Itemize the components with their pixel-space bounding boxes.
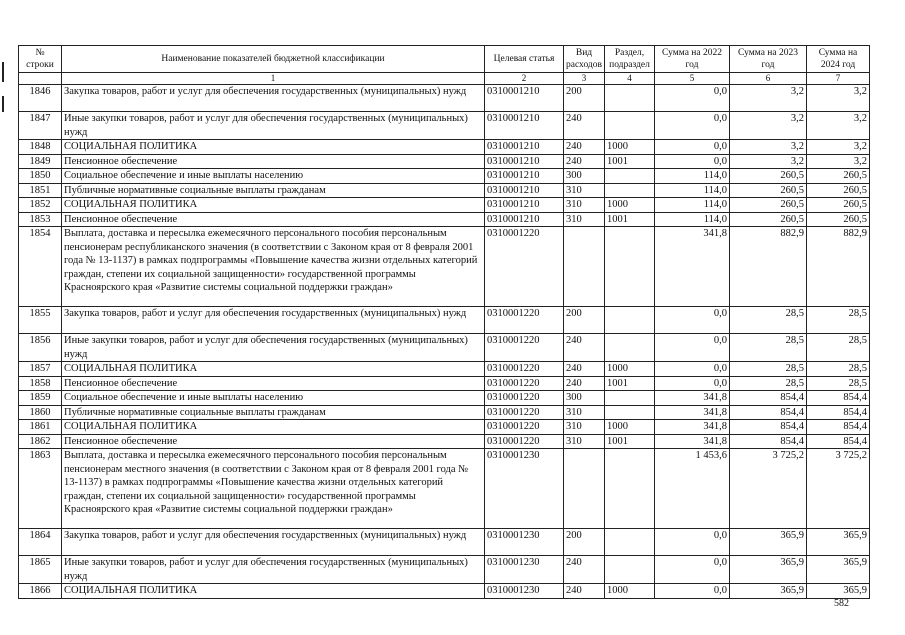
section-cell: 1001 xyxy=(605,212,655,227)
sum-2024-cell: 260,5 xyxy=(807,183,870,198)
section-cell xyxy=(605,529,655,556)
sum-2022-cell: 0,0 xyxy=(655,154,730,169)
sum-2023-cell: 854,4 xyxy=(730,420,807,435)
table-row xyxy=(19,449,870,529)
table-row xyxy=(19,334,870,362)
indicator-name-cell: СОЦИАЛЬНАЯ ПОЛИТИКА xyxy=(62,140,485,155)
sum-2024-cell: 854,4 xyxy=(807,420,870,435)
row-number-cell: 1847 xyxy=(19,112,62,140)
table-row xyxy=(19,112,870,140)
sum-2022-cell: 0,0 xyxy=(655,362,730,377)
indicator-name-cell: СОЦИАЛЬНАЯ ПОЛИТИКА xyxy=(62,420,485,435)
sum-2023-cell: 260,5 xyxy=(730,183,807,198)
column-number: 6 xyxy=(730,73,807,85)
expense-type-cell: 200 xyxy=(564,85,605,112)
row-number-cell: 1848 xyxy=(19,140,62,155)
expense-type-cell: 200 xyxy=(564,307,605,334)
header-sum-2024: Сумма на 2024 год xyxy=(807,46,870,73)
row-number-cell: 1850 xyxy=(19,169,62,184)
section-cell xyxy=(605,405,655,420)
table-row xyxy=(19,227,870,307)
row-number-cell: 1853 xyxy=(19,212,62,227)
indicator-name-cell: Выплата, доставка и пересылка ежемесячного персонального пособия персональным пенсионерам местного значения (в соответствии с Законом края от 8 февраля 2001 года № 13-1137) в рамках подпрограммы «Повышение качества жизни отдельных категорий граждан, степени их социальной защищенности» государственной программы Красноярского края «Развитие системы социальной поддержки граждан» xyxy=(62,449,485,529)
header-sum-2022: Сумма на 2022 год xyxy=(655,46,730,73)
target-article-cell: 0310001220 xyxy=(485,227,564,307)
table-row xyxy=(19,584,870,599)
sum-2023-cell: 28,5 xyxy=(730,362,807,377)
sum-2023-cell: 854,4 xyxy=(730,405,807,420)
sum-2024-cell: 3,2 xyxy=(807,140,870,155)
sum-2022-cell: 341,8 xyxy=(655,420,730,435)
target-article-cell: 0310001210 xyxy=(485,140,564,155)
section-cell: 1000 xyxy=(605,140,655,155)
target-article-cell: 0310001220 xyxy=(485,307,564,334)
row-number-cell: 1866 xyxy=(19,584,62,599)
section-cell xyxy=(605,449,655,529)
section-cell: 1001 xyxy=(605,434,655,449)
table-row xyxy=(19,154,870,169)
table-row xyxy=(19,434,870,449)
indicator-name-cell: СОЦИАЛЬНАЯ ПОЛИТИКА xyxy=(62,198,485,213)
sum-2022-cell: 0,0 xyxy=(655,307,730,334)
sum-2022-cell: 1 453,6 xyxy=(655,449,730,529)
sum-2022-cell: 0,0 xyxy=(655,376,730,391)
sum-2022-cell: 0,0 xyxy=(655,584,730,599)
indicator-name-cell: Закупка товаров, работ и услуг для обеспечения государственных (муниципальных) нужд xyxy=(62,307,485,334)
sum-2024-cell: 260,5 xyxy=(807,212,870,227)
indicator-name-cell: СОЦИАЛЬНАЯ ПОЛИТИКА xyxy=(62,584,485,599)
sum-2024-cell: 854,4 xyxy=(807,405,870,420)
target-article-cell: 0310001220 xyxy=(485,420,564,435)
column-number: 1 xyxy=(62,73,485,85)
sum-2024-cell: 28,5 xyxy=(807,334,870,362)
column-number: 5 xyxy=(655,73,730,85)
row-number-cell: 1865 xyxy=(19,556,62,584)
indicator-name-cell: Публичные нормативные социальные выплаты гражданам xyxy=(62,183,485,198)
sum-2024-cell: 365,9 xyxy=(807,584,870,599)
target-article-cell: 0310001210 xyxy=(485,112,564,140)
expense-type-cell: 200 xyxy=(564,529,605,556)
expense-type-cell: 310 xyxy=(564,183,605,198)
header-indicator-name: Наименование показателей бюджетной классификации xyxy=(62,46,485,73)
sum-2023-cell: 854,4 xyxy=(730,434,807,449)
target-article-cell: 0310001220 xyxy=(485,334,564,362)
expense-type-cell: 240 xyxy=(564,334,605,362)
expense-type-cell: 310 xyxy=(564,420,605,435)
sum-2024-cell: 28,5 xyxy=(807,362,870,377)
expense-type-cell: 300 xyxy=(564,169,605,184)
section-cell xyxy=(605,169,655,184)
sum-2023-cell: 28,5 xyxy=(730,376,807,391)
sum-2022-cell: 0,0 xyxy=(655,112,730,140)
expense-type-cell: 310 xyxy=(564,405,605,420)
row-number-cell: 1861 xyxy=(19,420,62,435)
target-article-cell: 0310001220 xyxy=(485,362,564,377)
row-number-cell: 1856 xyxy=(19,334,62,362)
expense-type-cell: 240 xyxy=(564,112,605,140)
target-article-cell: 0310001210 xyxy=(485,169,564,184)
section-cell: 1001 xyxy=(605,376,655,391)
row-number-cell: 1846 xyxy=(19,85,62,112)
target-article-cell: 0310001220 xyxy=(485,434,564,449)
sum-2024-cell: 3,2 xyxy=(807,85,870,112)
scan-edge-mark xyxy=(2,62,4,82)
sum-2024-cell: 365,9 xyxy=(807,529,870,556)
sum-2023-cell: 882,9 xyxy=(730,227,807,307)
row-number-cell: 1852 xyxy=(19,198,62,213)
sum-2024-cell: 3 725,2 xyxy=(807,449,870,529)
section-cell xyxy=(605,556,655,584)
section-cell xyxy=(605,307,655,334)
indicator-name-cell: Иные закупки товаров, работ и услуг для обеспечения государственных (муниципальных) нужд xyxy=(62,556,485,584)
indicator-name-cell: Социальное обеспечение и иные выплаты населению xyxy=(62,169,485,184)
table-row xyxy=(19,140,870,155)
table-header-row xyxy=(19,46,870,73)
section-cell xyxy=(605,334,655,362)
target-article-cell: 0310001210 xyxy=(485,212,564,227)
target-article-cell: 0310001220 xyxy=(485,391,564,406)
section-cell: 1001 xyxy=(605,154,655,169)
target-article-cell: 0310001210 xyxy=(485,183,564,198)
header-section: Раздел, подраздел xyxy=(605,46,655,73)
target-article-cell: 0310001210 xyxy=(485,198,564,213)
column-number xyxy=(19,73,62,85)
sum-2023-cell: 365,9 xyxy=(730,529,807,556)
target-article-cell: 0310001220 xyxy=(485,405,564,420)
sum-2024-cell: 882,9 xyxy=(807,227,870,307)
target-article-cell: 0310001230 xyxy=(485,449,564,529)
sum-2023-cell: 3,2 xyxy=(730,140,807,155)
expense-type-cell: 310 xyxy=(564,212,605,227)
section-cell xyxy=(605,391,655,406)
table-row xyxy=(19,556,870,584)
header-sum-2023: Сумма на 2023 год xyxy=(730,46,807,73)
sum-2024-cell: 3,2 xyxy=(807,112,870,140)
sum-2022-cell: 341,8 xyxy=(655,391,730,406)
target-article-cell: 0310001210 xyxy=(485,85,564,112)
sum-2024-cell: 854,4 xyxy=(807,391,870,406)
header-row-number: № строки xyxy=(19,46,62,73)
expense-type-cell xyxy=(564,227,605,307)
table-row xyxy=(19,420,870,435)
indicator-name-cell: Публичные нормативные социальные выплаты гражданам xyxy=(62,405,485,420)
table-row xyxy=(19,212,870,227)
indicator-name-cell: Закупка товаров, работ и услуг для обеспечения государственных (муниципальных) нужд xyxy=(62,529,485,556)
target-article-cell: 0310001210 xyxy=(485,154,564,169)
indicator-name-cell: Выплата, доставка и пересылка ежемесячного персонального пособия персональным пенсионерам республиканского значения (в соответствии с Законом края от 8 февраля 2001 года № 13-1137) в рамках подпрограммы «Повышение качества жизни отдельных категорий граждан, степени их социальной защищенности» государственной программы Красноярского края «Развитие системы социальной поддержки граждан» xyxy=(62,227,485,307)
sum-2022-cell: 0,0 xyxy=(655,140,730,155)
sum-2022-cell: 0,0 xyxy=(655,85,730,112)
table-row xyxy=(19,405,870,420)
section-cell: 1000 xyxy=(605,362,655,377)
table-row xyxy=(19,183,870,198)
column-number: 4 xyxy=(605,73,655,85)
row-number-cell: 1857 xyxy=(19,362,62,377)
row-number-cell: 1849 xyxy=(19,154,62,169)
table-row xyxy=(19,307,870,334)
sum-2022-cell: 114,0 xyxy=(655,198,730,213)
table-row xyxy=(19,391,870,406)
table-row xyxy=(19,169,870,184)
indicator-name-cell: Пенсионное обеспечение xyxy=(62,434,485,449)
sum-2023-cell: 365,9 xyxy=(730,556,807,584)
section-cell: 1000 xyxy=(605,584,655,599)
sum-2022-cell: 341,8 xyxy=(655,434,730,449)
sum-2024-cell: 28,5 xyxy=(807,376,870,391)
expense-type-cell: 300 xyxy=(564,391,605,406)
row-number-cell: 1859 xyxy=(19,391,62,406)
sum-2023-cell: 260,5 xyxy=(730,212,807,227)
sum-2023-cell: 28,5 xyxy=(730,307,807,334)
sum-2022-cell: 0,0 xyxy=(655,529,730,556)
sum-2023-cell: 3,2 xyxy=(730,85,807,112)
table-row xyxy=(19,362,870,377)
section-cell: 1000 xyxy=(605,420,655,435)
row-number-cell: 1862 xyxy=(19,434,62,449)
row-number-cell: 1863 xyxy=(19,449,62,529)
sum-2022-cell: 114,0 xyxy=(655,183,730,198)
section-cell xyxy=(605,85,655,112)
sum-2024-cell: 3,2 xyxy=(807,154,870,169)
indicator-name-cell: Пенсионное обеспечение xyxy=(62,154,485,169)
sum-2022-cell: 341,8 xyxy=(655,227,730,307)
row-number-cell: 1864 xyxy=(19,529,62,556)
section-cell xyxy=(605,183,655,198)
indicator-name-cell: Пенсионное обеспечение xyxy=(62,212,485,227)
table-row xyxy=(19,529,870,556)
sum-2022-cell: 0,0 xyxy=(655,556,730,584)
sum-2024-cell: 28,5 xyxy=(807,307,870,334)
expense-type-cell: 240 xyxy=(564,140,605,155)
sum-2023-cell: 260,5 xyxy=(730,198,807,213)
section-cell xyxy=(605,112,655,140)
header-expense-type: Вид расходов xyxy=(564,46,605,73)
sum-2024-cell: 365,9 xyxy=(807,556,870,584)
expense-type-cell: 240 xyxy=(564,154,605,169)
sum-2022-cell: 341,8 xyxy=(655,405,730,420)
column-number: 3 xyxy=(564,73,605,85)
indicator-name-cell: Закупка товаров, работ и услуг для обеспечения государственных (муниципальных) нужд xyxy=(62,85,485,112)
expense-type-cell: 310 xyxy=(564,198,605,213)
expense-type-cell: 240 xyxy=(564,362,605,377)
indicator-name-cell: Иные закупки товаров, работ и услуг для обеспечения государственных (муниципальных) нужд xyxy=(62,112,485,140)
row-number-cell: 1855 xyxy=(19,307,62,334)
target-article-cell: 0310001230 xyxy=(485,529,564,556)
expense-type-cell: 310 xyxy=(564,434,605,449)
table-row xyxy=(19,198,870,213)
column-number: 7 xyxy=(807,73,870,85)
table-row xyxy=(19,376,870,391)
row-number-cell: 1851 xyxy=(19,183,62,198)
sum-2023-cell: 854,4 xyxy=(730,391,807,406)
target-article-cell: 0310001230 xyxy=(485,584,564,599)
scan-edge-mark xyxy=(2,96,4,112)
indicator-name-cell: Пенсионное обеспечение xyxy=(62,376,485,391)
sum-2023-cell: 3,2 xyxy=(730,154,807,169)
column-number: 2 xyxy=(485,73,564,85)
sum-2022-cell: 114,0 xyxy=(655,212,730,227)
sum-2024-cell: 854,4 xyxy=(807,434,870,449)
sum-2024-cell: 260,5 xyxy=(807,198,870,213)
sum-2022-cell: 0,0 xyxy=(655,334,730,362)
sum-2023-cell: 260,5 xyxy=(730,169,807,184)
table-row xyxy=(19,85,870,112)
row-number-cell: 1854 xyxy=(19,227,62,307)
sum-2023-cell: 3 725,2 xyxy=(730,449,807,529)
sum-2022-cell: 114,0 xyxy=(655,169,730,184)
indicator-name-cell: Иные закупки товаров, работ и услуг для обеспечения государственных (муниципальных) нужд xyxy=(62,334,485,362)
header-target-article: Целевая статья xyxy=(485,46,564,73)
sum-2024-cell: 260,5 xyxy=(807,169,870,184)
target-article-cell: 0310001220 xyxy=(485,376,564,391)
row-number-cell: 1860 xyxy=(19,405,62,420)
expense-type-cell xyxy=(564,449,605,529)
indicator-name-cell: СОЦИАЛЬНАЯ ПОЛИТИКА xyxy=(62,362,485,377)
budget-table xyxy=(18,45,870,599)
section-cell: 1000 xyxy=(605,198,655,213)
expense-type-cell: 240 xyxy=(564,556,605,584)
column-number-row xyxy=(19,73,870,85)
sum-2023-cell: 3,2 xyxy=(730,112,807,140)
section-cell xyxy=(605,227,655,307)
target-article-cell: 0310001230 xyxy=(485,556,564,584)
sum-2023-cell: 365,9 xyxy=(730,584,807,599)
expense-type-cell: 240 xyxy=(564,584,605,599)
expense-type-cell: 240 xyxy=(564,376,605,391)
row-number-cell: 1858 xyxy=(19,376,62,391)
page-number: 582 xyxy=(834,598,849,609)
sum-2023-cell: 28,5 xyxy=(730,334,807,362)
indicator-name-cell: Социальное обеспечение и иные выплаты населению xyxy=(62,391,485,406)
